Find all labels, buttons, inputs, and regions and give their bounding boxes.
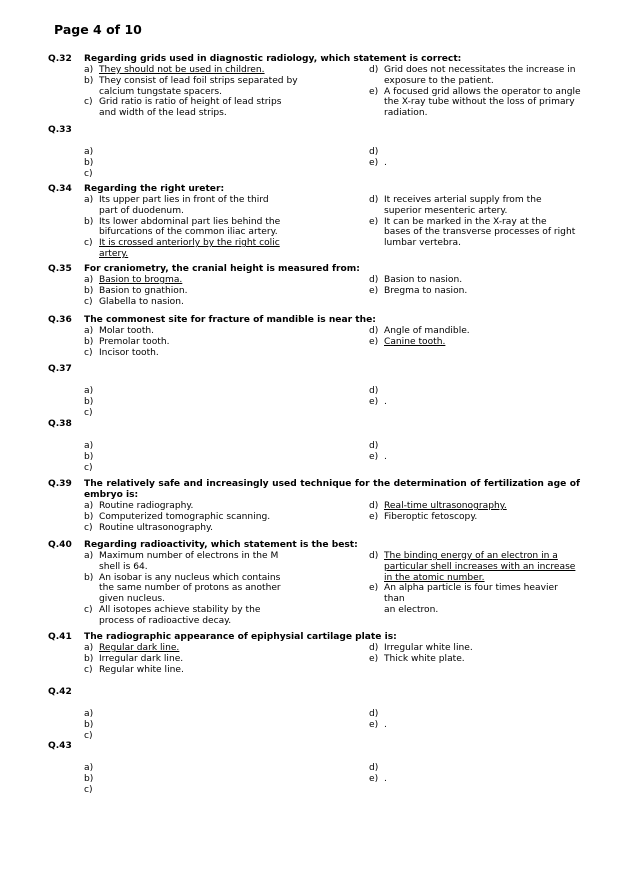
option-letter: e) [369,285,379,296]
options-right-column [369,643,581,665]
options-right-column [369,551,581,616]
option-letter: d) [369,551,379,561]
option-c [84,348,306,359]
options-left-column [84,643,306,675]
option-text-line: exposure to the patient. [384,75,494,86]
option-text-line: Thick white plate. [384,653,465,664]
options-right-column [369,275,581,297]
option-text-line: Molar tooth. [99,326,155,336]
option-letter: b) [84,511,94,522]
options-right-column [369,709,581,731]
option-letter: d) [369,709,379,719]
option-letter: d) [369,275,379,285]
option-text-line: process of radioactive decay. [99,615,232,626]
option-d [369,709,581,720]
option-e [369,654,581,665]
option-a [84,763,306,774]
options-left-column [84,326,306,358]
option-a [84,501,306,512]
options-left-column [84,386,306,418]
option-letter: b) [84,773,94,784]
option-letter: e) [369,719,379,730]
option-letter: a) [84,147,94,157]
question-stem: The commonest site for fracture of mandible is near the: [84,315,376,325]
options-left-column [84,501,306,533]
option-text-line: Routine radiography. [99,501,194,511]
option-text-line: Incisor tooth. [99,347,159,358]
option-b [84,573,306,605]
option-letter: d) [369,326,379,336]
options-right-column [369,441,581,463]
option-a [84,709,306,720]
option-d [369,65,581,87]
option-c [84,169,306,180]
option-text-line: Bregma to nasion. [384,285,468,296]
option-text-line: Its upper part lies in front of the third [99,195,269,205]
option-d [369,763,581,774]
option-letter: e) [369,451,379,462]
option-text-line: the X-ray tube without the loss of primary [384,97,575,108]
option-e [369,720,581,731]
option-text-line [99,452,102,462]
option-text-line [99,731,102,741]
option-text-line: An alpha particle is four times heavier than [384,583,558,605]
option-letter: b) [84,336,94,347]
option-d [369,195,581,217]
option-d [369,275,581,286]
option-text-line: shell is 64. [99,561,148,572]
option-text-line: superior mesenteric artery. [384,205,508,216]
question-stem: Regarding grids used in diagnostic radiology, which statement is correct: [84,54,462,64]
option-letter: c) [84,664,93,675]
option-text-line: Its lower abdominal part lies behind the [99,216,281,227]
question-number: Q.41 [48,632,72,642]
options-right-column [369,65,581,119]
option-text-line: It receives arterial supply from the [384,195,542,205]
option-a [84,326,306,337]
option-text-line [99,386,102,396]
option-text-line: Routine ultrasonography. [99,522,213,533]
option-letter: a) [84,441,94,451]
option-letter: d) [369,763,379,773]
question-number: Q.36 [48,315,72,325]
option-a [84,275,306,286]
options-right-column [369,326,581,348]
option-letter: c) [84,168,93,179]
option-letter: d) [369,386,379,396]
option-letter: a) [84,643,94,653]
option-text-line: part of duodenum. [99,205,184,216]
option-text-line: Real-time ultrasonography. [384,501,507,511]
option-letter: e) [369,216,379,227]
question-stem: The radiographic appearance of epiphysial cartilage plate is: [84,632,397,642]
option-text-line: Angle of mandible. [384,326,470,336]
option-b [84,720,306,731]
option-text-line: radiation. [384,108,428,119]
option-a [84,441,306,452]
option-letter: d) [369,147,379,157]
option-text-line [99,169,102,179]
question-number: Q.37 [48,364,72,374]
option-text-line: Basion to gnathion. [99,285,188,296]
option-letter: a) [84,195,94,205]
option-letter: c) [84,238,93,249]
option-d [369,147,581,158]
option-c [84,523,306,534]
option-b [84,217,306,239]
question-number: Q.38 [48,419,72,429]
option-text-line: Computerized tomographic scanning. [99,511,271,522]
option-text-line: calcium tungstate spacers. [99,86,222,97]
option-letter: e) [369,396,379,407]
option-letter: d) [369,643,379,653]
option-text-line [99,720,102,730]
option-text-line [99,774,102,784]
option-a [84,551,306,573]
option-text-line: Basion to brogma. [99,275,183,285]
option-text-line: Premolar tooth. [99,336,170,347]
option-text-line: Grid ratio is ratio of height of lead strips [99,97,282,108]
option-text-line [99,147,102,157]
option-letter: a) [84,501,94,511]
option-c [84,665,306,676]
option-d [369,441,581,452]
option-text-line: and width of the lead strips. [99,108,227,119]
option-letter: e) [369,86,379,97]
option-b [84,397,306,408]
option-e [369,87,581,119]
option-letter: e) [369,653,379,664]
option-e [369,397,581,408]
question-number: Q.33 [48,125,72,135]
option-e [369,452,581,463]
option-b [84,512,306,523]
option-letter: c) [84,407,93,418]
option-text-line [384,763,387,773]
option-letter: b) [84,572,94,583]
options-left-column [84,195,306,260]
option-text-line: . [384,451,387,462]
option-d [369,326,581,337]
option-text-line: Irregular dark line. [99,653,184,664]
option-letter: a) [84,386,94,396]
option-letter: b) [84,216,94,227]
option-text-line: It is crossed anteriorly by the right colic [99,238,280,249]
question-number: Q.43 [48,741,72,751]
option-letter: e) [369,511,379,522]
option-text-line: A focused grid allows the operator to angle [384,86,581,97]
option-letter: c) [84,347,93,358]
question-number: Q.32 [48,54,72,64]
option-text-line [99,785,102,795]
option-a [84,643,306,654]
options-right-column [369,386,581,408]
option-e [369,583,581,615]
option-e [369,217,581,249]
option-b [84,774,306,785]
option-text-line: Irregular white line. [384,643,473,653]
option-text-line: The binding energy of an electron in a [384,551,558,561]
option-text-line [384,147,387,157]
option-a [84,195,306,217]
option-e [369,158,581,169]
option-text-line: It can be marked in the X-ray at the [384,216,547,227]
option-text-line: Basion to nasion. [384,275,463,285]
option-letter: a) [84,709,94,719]
option-letter: c) [84,730,93,741]
option-b [84,452,306,463]
option-a [84,386,306,397]
option-text-line: All isotopes achieve stability by the [99,604,261,615]
option-letter: c) [84,296,93,307]
option-letter: e) [369,336,379,347]
question-number: Q.35 [48,264,72,274]
options-right-column [369,763,581,785]
option-text-line: Glabella to nasion. [99,296,184,307]
question-number: Q.39 [48,479,72,489]
page-label: Page 4 of 10 [54,22,142,37]
options-left-column [84,65,306,119]
option-text-line: . [384,396,387,407]
question-stem: Regarding the right ureter: [84,184,225,194]
option-text-line: bifurcations of the common iliac artery. [99,227,278,238]
option-letter: d) [369,441,379,451]
options-left-column [84,763,306,795]
question-number: Q.40 [48,540,72,550]
option-b [84,286,306,297]
option-letter: c) [84,784,93,795]
option-b [84,654,306,665]
option-letter: a) [84,763,94,773]
options-left-column [84,147,306,179]
option-e [369,774,581,785]
question-number: Q.34 [48,184,72,194]
option-d [369,386,581,397]
option-text-line [99,463,102,473]
option-c [84,605,306,627]
option-letter: d) [369,501,379,511]
option-text-line: Regular dark line. [99,643,180,653]
option-letter: c) [84,522,93,533]
option-d [369,643,581,654]
option-letter: e) [369,583,379,594]
option-text-line: Grid does not necessitates the increase in [384,65,576,75]
option-text-line: Canine tooth. [384,336,446,347]
option-e [369,337,581,348]
option-text-line: an electron. [384,604,439,615]
options-left-column [84,275,306,307]
option-text-line: given nucleus. [99,594,165,605]
question-stem: Regarding radioactivity, which statement is the best: [84,540,358,550]
option-a [84,65,306,76]
option-b [84,76,306,98]
question-number: Q.42 [48,687,72,697]
option-text-line: An isobar is any nucleus which contains [99,572,281,583]
option-c [84,297,306,308]
option-text-line: artery. [99,248,129,259]
option-letter: d) [369,65,379,75]
option-letter: b) [84,719,94,730]
option-text-line: . [384,773,387,784]
option-text-line [384,386,387,396]
question-stem: The relatively safe and increasingly used technique for the determination of fertilization age of embryo is: [84,479,580,500]
option-text-line: Regular white line. [99,664,184,675]
option-c [84,731,306,742]
option-letter: c) [84,97,93,108]
option-text-line [99,408,102,418]
options-left-column [84,441,306,473]
options-right-column [369,147,581,169]
option-e [369,512,581,523]
option-letter: d) [369,195,379,205]
option-c [84,785,306,796]
option-letter: a) [84,326,94,336]
option-text-line [99,397,102,407]
option-text-line [384,709,387,719]
option-text-line [99,763,102,773]
option-text-line: Fiberoptic fetoscopy. [384,511,478,522]
option-text-line: They consist of lead foil strips separated by [99,75,298,86]
option-e [369,286,581,297]
option-letter: b) [84,653,94,664]
options-right-column [369,195,581,249]
options-right-column [369,501,581,523]
option-letter: b) [84,75,94,86]
option-text-line [99,709,102,719]
option-text-line: in the atomic number. [384,572,485,583]
option-text-line: They should not be used in children. [99,65,265,75]
option-text-line [99,158,102,168]
option-letter: b) [84,396,94,407]
option-text-line: lumbar vertebra. [384,238,461,249]
option-a [84,147,306,158]
option-text-line: particular shell increases with an increase [384,561,576,572]
option-c [84,408,306,419]
option-text-line: bases of the transverse processes of right [384,227,576,238]
option-text-line: . [384,157,387,168]
question-stem: For craniometry, the cranial height is measured from: [84,264,360,274]
option-c [84,463,306,474]
option-letter: a) [84,551,94,561]
option-d [369,501,581,512]
option-text-line: the same number of protons as another [99,583,281,594]
option-c [84,238,306,260]
option-letter: b) [84,285,94,296]
option-letter: b) [84,451,94,462]
option-letter: a) [84,275,94,285]
option-letter: e) [369,773,379,784]
option-d [369,551,581,583]
option-text-line: Maximum number of electrons in the M [99,551,279,561]
option-letter: e) [369,157,379,168]
option-b [84,337,306,348]
option-b [84,158,306,169]
options-left-column [84,709,306,741]
option-text-line [99,441,102,451]
option-text-line: . [384,719,387,730]
option-letter: c) [84,604,93,615]
option-letter: a) [84,65,94,75]
option-text-line [384,441,387,451]
option-letter: c) [84,462,93,473]
option-letter: b) [84,157,94,168]
option-c [84,97,306,119]
options-left-column [84,551,306,627]
